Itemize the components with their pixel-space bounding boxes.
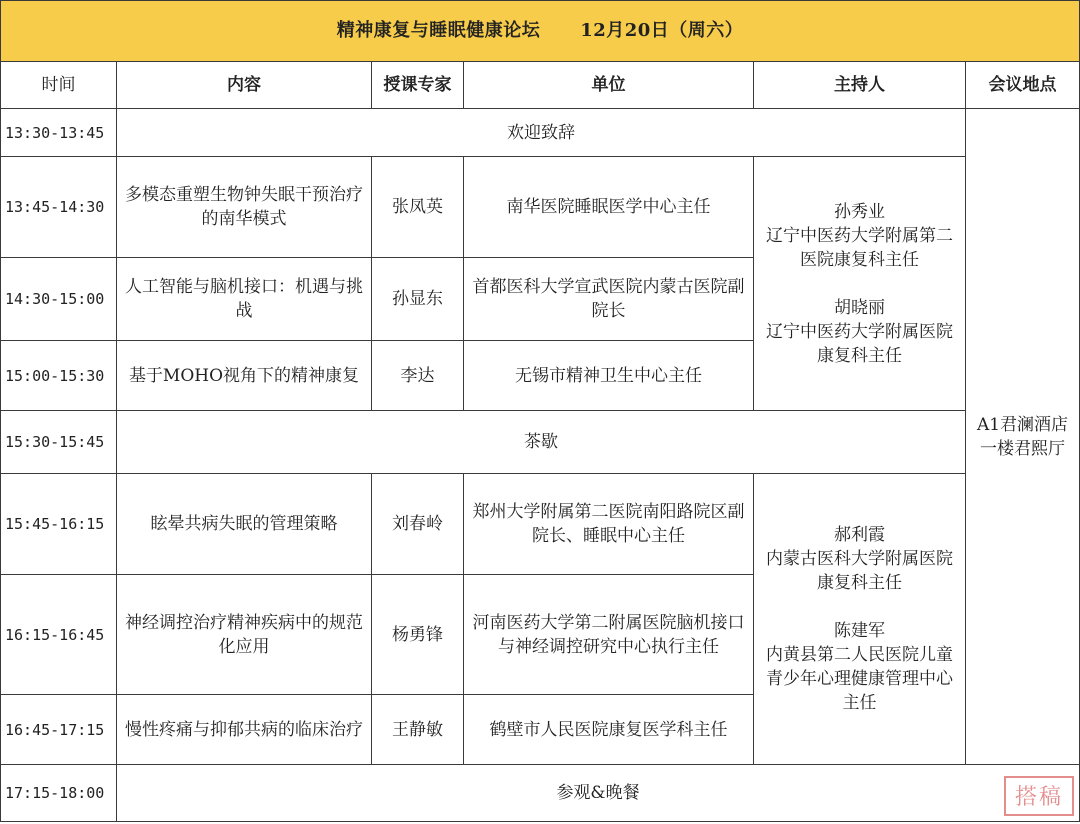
watermark-stamp: 搭稿 (1004, 776, 1074, 816)
session-span-cell: 参观&晚餐 (117, 765, 1080, 822)
host-name: 郝利霞 (834, 525, 885, 545)
host-name: 孙秀业 (834, 201, 885, 222)
content-cell: 基于MOHO视角下的精神康复 (117, 341, 372, 411)
speaker-cell: 张凤英 (372, 157, 464, 258)
title-row (1, 1, 1080, 62)
speaker-cell: 杨勇锋 (372, 575, 464, 695)
table-row (1, 109, 1080, 157)
time-cell: 16:45-17:15 (1, 695, 117, 765)
host-name: 陈建军 (834, 621, 885, 641)
unit-cell: 南华医院睡眠医学中心主任 (464, 157, 754, 258)
time-cell: 17:15-18:00 (1, 765, 117, 822)
time-cell: 13:30-13:45 (1, 109, 117, 157)
table-row (1, 474, 1080, 575)
venue-cell: A1君澜酒店一楼君熙厅 (966, 109, 1080, 765)
time-cell: 16:15-16:45 (1, 575, 117, 695)
unit-cell: 郑州大学附属第二医院南阳路院区副院长、睡眠中心主任 (464, 474, 754, 575)
unit-cell: 鹤壁市人民医院康复医学科主任 (464, 695, 754, 765)
host-title: 辽宁中医药大学附属医院康复科主任 (766, 321, 953, 366)
time-cell: 15:30-15:45 (1, 411, 117, 474)
header-time: 时间 (1, 62, 117, 109)
content-cell: 慢性疼痛与抑郁共病的临床治疗 (117, 695, 372, 765)
header-venue: 会议地点 (966, 62, 1080, 109)
header-speaker: 授课专家 (372, 62, 464, 109)
session-span-cell: 欢迎致辞 (117, 109, 966, 157)
host-title: 辽宁中医药大学附属第二医院康复科主任 (766, 225, 953, 270)
time-cell: 15:45-16:15 (1, 474, 117, 575)
header-unit: 单位 (464, 62, 754, 109)
host-title: 内蒙古医科大学附属医院康复科主任 (766, 549, 953, 593)
host-title: 内黄县第二人民医院儿童青少年心理健康管理中心主任 (766, 645, 953, 713)
host-cell (754, 474, 966, 765)
table-row (1, 765, 1080, 822)
speaker-cell: 李达 (372, 341, 464, 411)
host-name: 胡晓丽 (834, 297, 885, 318)
speaker-cell: 王静敏 (372, 695, 464, 765)
content-cell: 神经调控治疗精神疾病中的规范化应用 (117, 575, 372, 695)
host-cell (754, 157, 966, 411)
time-cell: 13:45-14:30 (1, 157, 117, 258)
time-cell: 14:30-15:00 (1, 258, 117, 341)
content-cell: 人工智能与脑机接口：机遇与挑战 (117, 258, 372, 341)
forum-date: 12月20日（周六） (580, 20, 744, 41)
speaker-cell: 孙显东 (372, 258, 464, 341)
session-span-cell: 茶歇 (117, 411, 966, 474)
content-cell: 多模态重塑生物钟失眠干预治疗的南华模式 (117, 157, 372, 258)
speaker-cell: 刘春岭 (372, 474, 464, 575)
unit-cell: 河南医药大学第二附属医院脑机接口与神经调控研究中心执行主任 (464, 575, 754, 695)
header-content: 内容 (117, 62, 372, 109)
header-host: 主持人 (754, 62, 966, 109)
unit-cell: 首都医科大学宣武医院内蒙古医院副院长 (464, 258, 754, 341)
table-row (1, 411, 1080, 474)
header-row (1, 62, 1080, 109)
forum-name: 精神康复与睡眠健康论坛 (336, 20, 541, 41)
table-row (1, 157, 1080, 258)
content-cell: 眩晕共病失眠的管理策略 (117, 474, 372, 575)
time-cell: 15:00-15:30 (1, 341, 117, 411)
forum-title (1, 1, 1080, 62)
unit-cell: 无锡市精神卫生中心主任 (464, 341, 754, 411)
